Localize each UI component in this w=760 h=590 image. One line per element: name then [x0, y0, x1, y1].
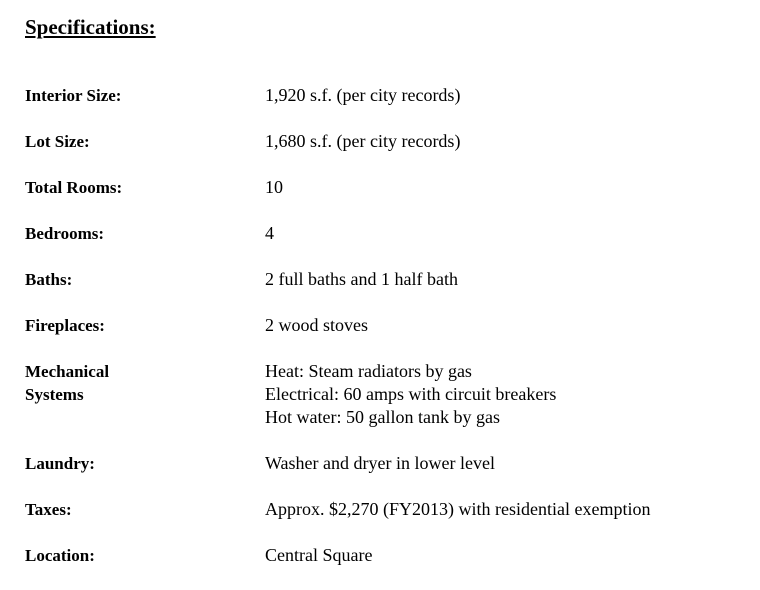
spec-value-line: Hot water: 50 gallon tank by gas: [265, 407, 500, 427]
spec-value-line: Washer and dryer in lower level: [265, 453, 495, 473]
spec-label-line: Location:: [25, 546, 95, 565]
spec-label: [25, 498, 72, 521]
spec-label: [25, 268, 72, 291]
spec-value: [265, 360, 556, 429]
spec-value-line: Electrical: 60 amps with circuit breakers: [265, 384, 557, 404]
spec-label: [25, 176, 122, 199]
spec-label: [25, 222, 104, 245]
spec-value: [265, 314, 368, 337]
spec-label: [25, 544, 95, 567]
spec-value-line: 2 wood stoves: [265, 315, 368, 335]
spec-value-line: 10: [265, 177, 283, 197]
spec-label: [25, 452, 95, 475]
spec-value-line: 1,680 s.f. (per city records): [265, 131, 461, 151]
spec-label: [25, 314, 105, 337]
spec-label-line: Lot Size:: [25, 132, 90, 151]
spec-label: [25, 360, 109, 406]
spec-label: [25, 84, 121, 107]
spec-value-line: 2 full baths and 1 half bath: [265, 269, 458, 289]
spec-value: [265, 176, 283, 199]
spec-value-line: Heat: Steam radiators by gas: [265, 361, 472, 381]
spec-label-line: Interior Size:: [25, 86, 122, 105]
spec-value: [265, 268, 458, 291]
spec-label-line: Mechanical: [25, 362, 110, 381]
spec-value: [265, 84, 460, 107]
spec-label-line: Systems: [25, 385, 84, 404]
page-title: Specifications:: [25, 15, 156, 39]
spec-label-line: Baths:: [25, 270, 73, 289]
spec-value: [265, 544, 372, 567]
spec-value: [265, 452, 495, 475]
spec-value: [265, 222, 274, 245]
spec-label: [25, 130, 90, 153]
spec-value-line: Central Square: [265, 545, 373, 565]
spec-label-line: Total Rooms:: [25, 178, 123, 197]
spec-value: [265, 130, 460, 153]
spec-value-line: Approx. $2,270 (FY2013) with residential exemption: [265, 499, 651, 519]
spec-value: [265, 498, 650, 521]
spec-label-line: Fireplaces:: [25, 316, 105, 335]
spec-value-line: 4: [265, 223, 274, 243]
spec-label-line: Laundry:: [25, 454, 95, 473]
spec-value-line: 1,920 s.f. (per city records): [265, 85, 461, 105]
spec-label-line: Bedrooms:: [25, 224, 105, 243]
spec-label-line: Taxes:: [25, 500, 72, 519]
